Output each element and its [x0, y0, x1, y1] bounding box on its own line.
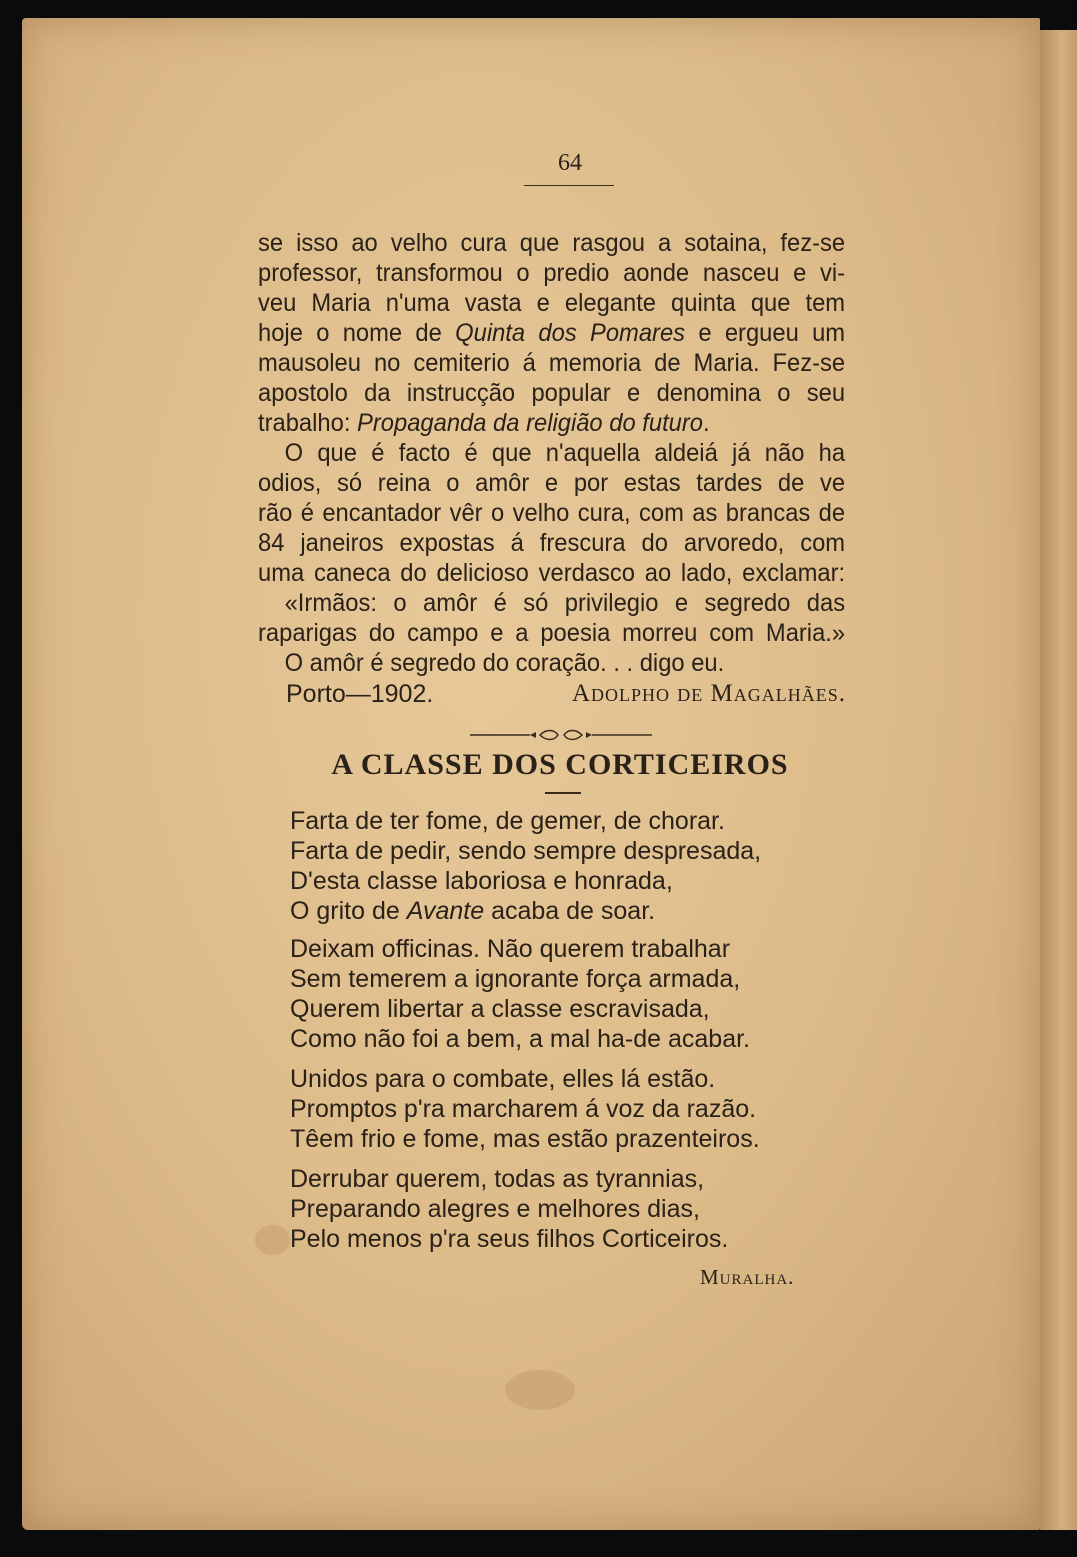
- signoff: [286, 680, 846, 709]
- verse-line: Derrubar querem, todas as tyrannias,: [290, 1165, 705, 1193]
- poem-title: A CLASSE DOS CORTICEIROS: [331, 748, 789, 781]
- text-line: «Irmãos: o amôr é só privilegio e segredo das: [284, 589, 846, 617]
- text-line: raparigas do campo e a poesia morreu com Maria.»: [258, 619, 846, 647]
- verse-line: Promptos p'ra marcharem á voz da razão.: [290, 1095, 757, 1123]
- verse-line: Preparando alegres e melhores dias,: [290, 1195, 700, 1223]
- verse-line: D'esta classe laboriosa e honrada,: [290, 867, 673, 895]
- verse-line: Deixam officinas. Não querem trabalhar: [290, 935, 731, 963]
- verse-line: Farta de pedir, sendo sempre despresada,: [290, 837, 762, 865]
- page-number-rule: [524, 185, 614, 186]
- foxing-stain: [255, 1225, 290, 1255]
- verse-line: Têem frio e fome, mas estão prazenteiros.: [290, 1125, 760, 1153]
- verse-line: Pelo menos p'ra seus filhos Corticeiros.: [290, 1225, 729, 1253]
- text-line: odios, só reina o amôr e por estas tardes de ve: [258, 469, 846, 497]
- text-line: veu Maria n'uma vasta e elegante quinta que tem: [258, 289, 846, 317]
- text-line: apostolo da instrucção popular e denomina o seu: [258, 379, 846, 407]
- foxing-stain: [505, 1370, 575, 1410]
- italic-avante: Avante: [406, 897, 485, 925]
- ornament-divider: [470, 728, 652, 742]
- italic-propaganda: Propaganda da religião do futuro: [357, 409, 704, 437]
- stanza-3: [290, 1064, 850, 1154]
- text-line: uma caneca do delicioso verdasco ao lado, exclamar:: [258, 559, 846, 587]
- text-line: professor, transformou o predio aonde nasceu e vi-: [258, 259, 846, 287]
- poem-author: Muralha.: [700, 1265, 795, 1289]
- text-line: trabalho: Propaganda da religião do futuro.: [258, 409, 710, 437]
- paragraph-4: [258, 648, 845, 678]
- verse-line: Como não foi a bem, a mal ha-de acabar.: [290, 1025, 750, 1053]
- text-line: hoje o nome de Quinta dos Pomares e ergueu um: [258, 319, 846, 347]
- stanza-2: [290, 934, 850, 1054]
- verse-line: Unidos para o combate, elles lá estão.: [290, 1065, 716, 1093]
- text-line: mausoleu no cemiterio á memoria de Maria. Fez-se: [258, 349, 846, 377]
- text-line: rão é encantador vêr o velho cura, com as brancas de: [258, 499, 846, 527]
- stanza-1: [290, 806, 850, 926]
- verse-line: O grito de Avante acaba de soar.: [290, 897, 656, 925]
- text-line: 84 janeiros expostas á frescura do arvoredo, com: [258, 529, 846, 557]
- text-line: O que é facto é que n'aquella aldeiá já não ha: [284, 439, 846, 467]
- verse-line: Querem libertar a classe escravisada,: [290, 995, 710, 1023]
- paragraph-2: [258, 438, 845, 588]
- paragraph-1: [258, 228, 845, 438]
- title-rule: [545, 792, 581, 794]
- text-line: se isso ao velho cura que rasgou a sotaina, fez-se: [258, 229, 846, 257]
- page-number: 64: [558, 150, 582, 176]
- verse-line: Sem temerem a ignorante força armada,: [290, 965, 741, 993]
- italic-quinta: Quinta dos Pomares: [455, 319, 686, 347]
- verse-line: Farta de ter fome, de gemer, de chorar.: [290, 807, 725, 835]
- text-line: O amôr é segredo do coração. . . digo eu.: [284, 649, 725, 677]
- stanza-4: [290, 1164, 850, 1254]
- paragraph-3: [258, 588, 845, 648]
- place-date: Porto—1902.: [286, 680, 434, 708]
- prose-author: Adolpho de Magalhães.: [571, 680, 846, 707]
